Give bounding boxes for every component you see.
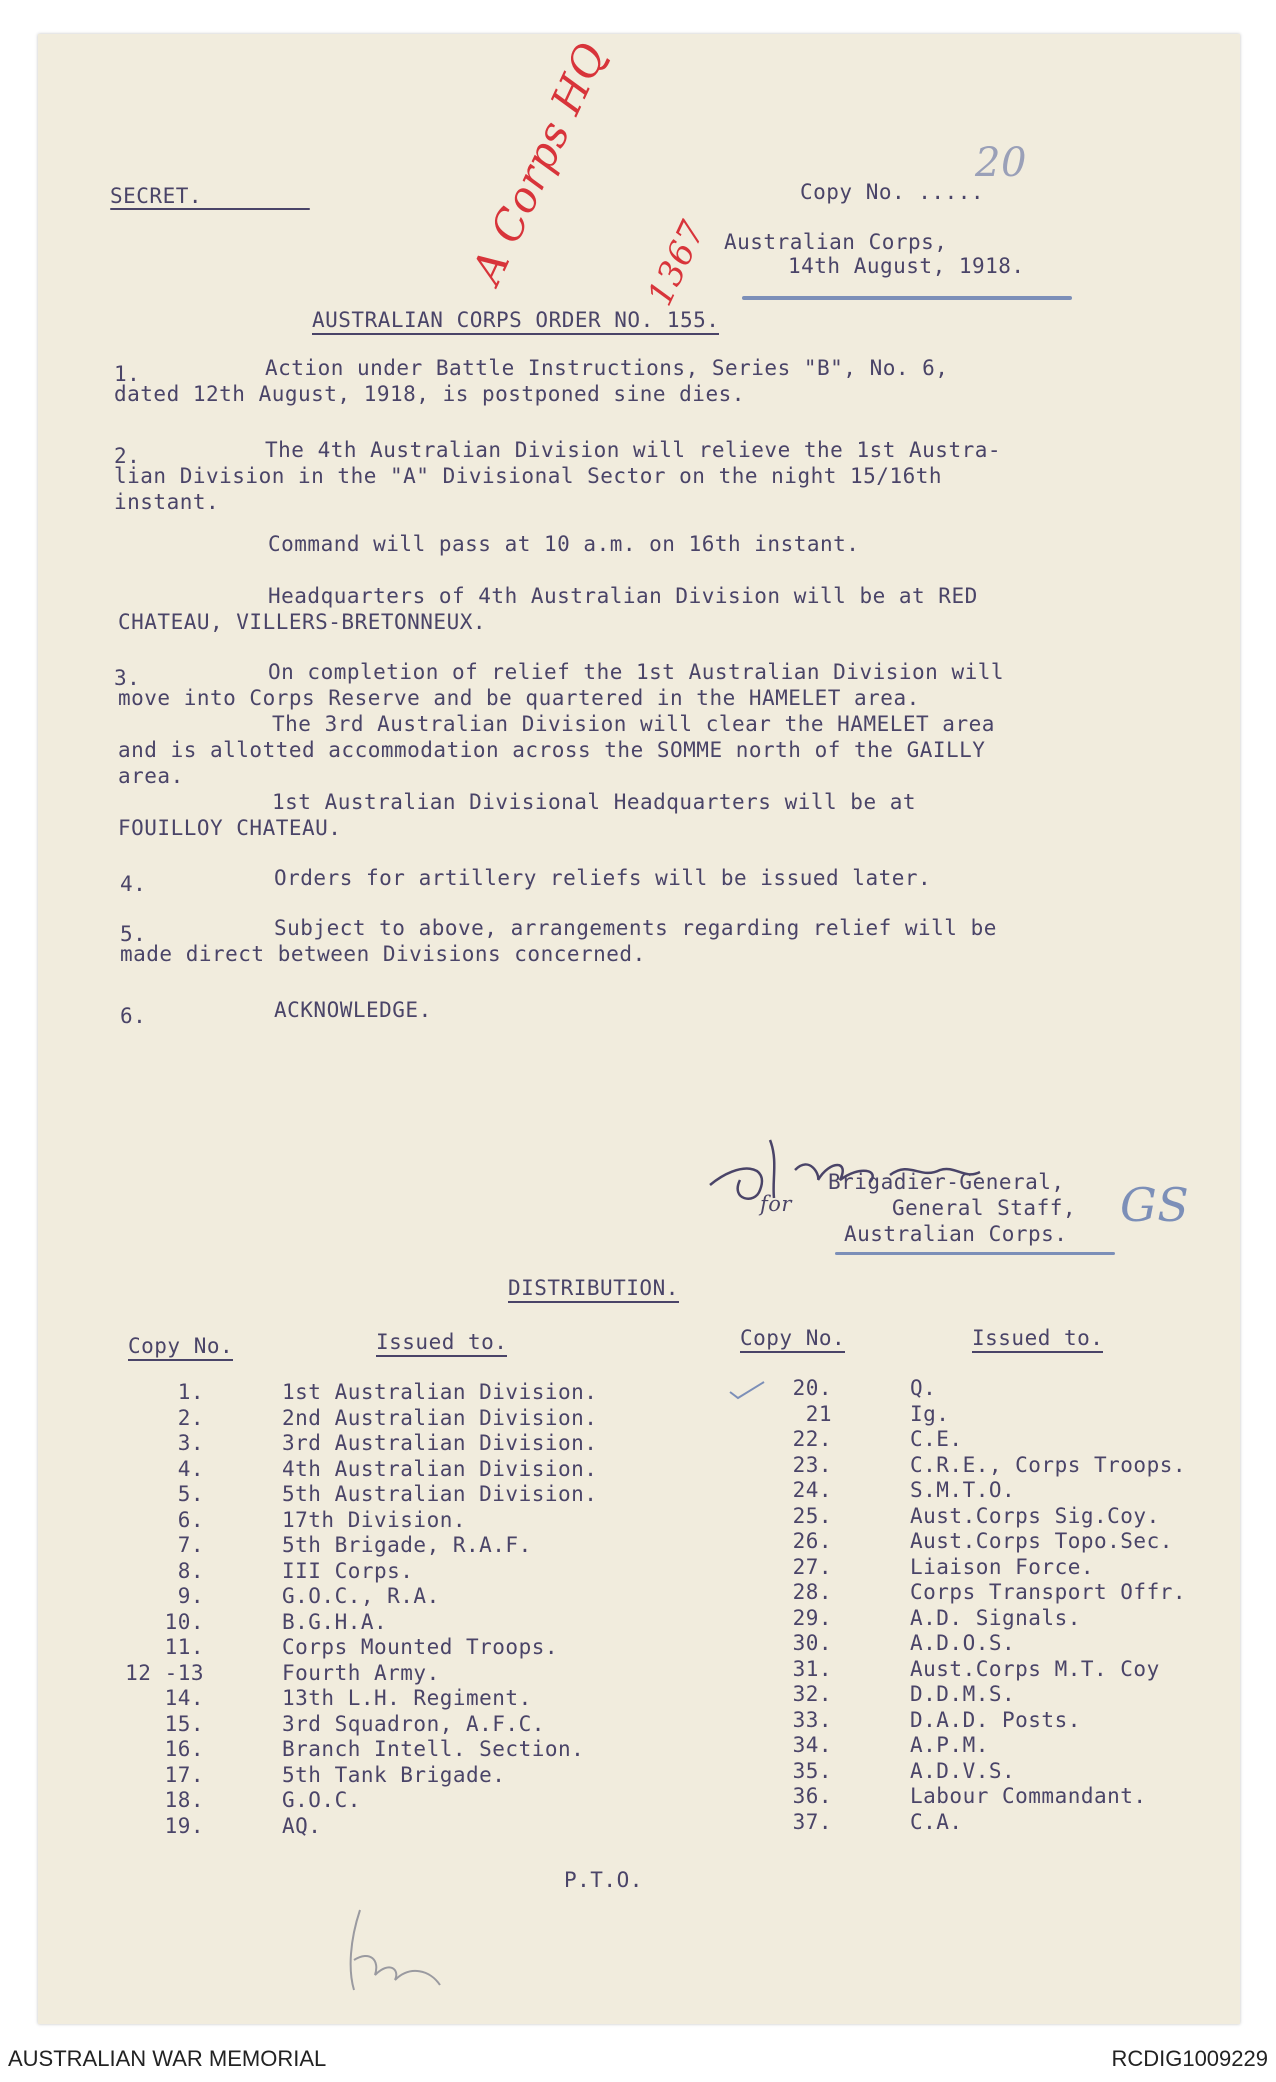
right-col-copy-header: Copy No. bbox=[740, 1326, 845, 1353]
signature-rank: Brigadier-General, bbox=[828, 1170, 1065, 1194]
distribution-copy-no: 10. bbox=[164, 1609, 204, 1634]
distribution-recipient: 5th Tank Brigade. bbox=[282, 1762, 506, 1787]
copy-label: Copy No. ..... bbox=[800, 180, 985, 204]
distribution-recipient: B.G.H.A. bbox=[282, 1609, 388, 1634]
paragraph-line: FOUILLOY CHATEAU. bbox=[118, 816, 342, 840]
paragraph-line: move into Corps Reserve and be quartered in the HAMELET area. bbox=[118, 686, 920, 710]
distribution-copy-no: 1. bbox=[177, 1380, 204, 1404]
distribution-recipient: 4th Australian Division. bbox=[282, 1456, 598, 1481]
origin: Australian Corps, bbox=[724, 230, 948, 254]
distribution-recipient: C.E. bbox=[910, 1427, 963, 1451]
signature-blue-underline bbox=[835, 1252, 1115, 1255]
distribution-copy-no: 31. bbox=[792, 1656, 832, 1681]
distribution-recipient: A.D.V.S. bbox=[910, 1758, 1016, 1783]
tick-mark bbox=[728, 1378, 768, 1402]
distribution-recipient: 3rd Australian Division. bbox=[282, 1431, 598, 1455]
distribution-copy-no: 9. bbox=[177, 1584, 204, 1608]
paragraph-line: instant. bbox=[114, 490, 220, 514]
distribution-recipient: Liaison Force. bbox=[910, 1554, 1095, 1579]
secret-underline bbox=[110, 208, 310, 210]
distribution-recipient: Labour Commandant. bbox=[910, 1784, 1147, 1808]
date: 14th August, 1918. bbox=[788, 254, 1025, 278]
distribution-copy-no: 11. bbox=[164, 1635, 204, 1659]
distribution-recipient: A.D.O.S. bbox=[910, 1631, 1016, 1655]
paragraph-line: Headquarters of 4th Australian Division will be at RED bbox=[268, 584, 978, 608]
distribution-recipient: Aust.Corps M.T. Coy bbox=[910, 1656, 1160, 1681]
distribution-copy-no: 22. bbox=[792, 1427, 832, 1451]
distribution-copy-no: 28. bbox=[792, 1580, 832, 1604]
paragraph-line: Command will pass at 10 a.m. on 16th instant. bbox=[268, 532, 860, 556]
distribution-recipient: Fourth Army. bbox=[282, 1660, 440, 1685]
paragraph-line: ACKNOWLEDGE. bbox=[274, 998, 432, 1022]
distribution-recipient: 13th L.H. Regiment. bbox=[282, 1686, 532, 1710]
distribution-copy-no: 29. bbox=[792, 1605, 832, 1630]
paragraph-line: made direct between Divisions concerned. bbox=[120, 942, 646, 966]
distribution-recipient: Corps Mounted Troops. bbox=[282, 1635, 559, 1659]
distribution-recipient: D.D.M.S. bbox=[910, 1682, 1016, 1706]
distribution-recipient: Branch Intell. Section. bbox=[282, 1737, 585, 1761]
distribution-copy-no: 26. bbox=[792, 1529, 832, 1553]
distribution-copy-no: 30. bbox=[792, 1631, 832, 1655]
pto-label: P.T.O. bbox=[564, 1868, 643, 1892]
distribution-copy-no: 27. bbox=[792, 1554, 832, 1579]
copy-number-handwritten: 20 bbox=[975, 140, 1027, 186]
left-col-copy-header: Copy No. bbox=[128, 1334, 233, 1361]
signature-for: for bbox=[760, 1192, 792, 1216]
left-col-issued-header: Issued to. bbox=[376, 1330, 507, 1357]
distribution-copy-no: 34. bbox=[792, 1733, 832, 1757]
distribution-copy-no: 25. bbox=[792, 1503, 832, 1528]
distribution-copy-no: 21 bbox=[805, 1401, 832, 1426]
paragraph-number: 2. bbox=[114, 444, 141, 468]
pencil-scrawl bbox=[340, 1900, 460, 2000]
distribution-copy-no: 6. bbox=[177, 1507, 204, 1532]
distribution-copy-no: 12 -13 bbox=[125, 1660, 204, 1685]
distribution-copy-no: 4. bbox=[177, 1456, 204, 1481]
distribution-recipient: 2nd Australian Division. bbox=[282, 1405, 598, 1430]
distribution-recipient: A.D. Signals. bbox=[910, 1605, 1081, 1630]
paragraph-line: area. bbox=[118, 764, 184, 788]
distribution-recipient: AQ. bbox=[282, 1813, 322, 1838]
distribution-recipient: Corps Transport Offr. bbox=[910, 1580, 1187, 1604]
margin-note: A Corps HQ bbox=[462, 35, 616, 291]
distribution-recipient: G.O.C. bbox=[282, 1788, 361, 1812]
distribution-copy-no: 16. bbox=[164, 1737, 204, 1761]
distribution-copy-no: 14. bbox=[164, 1686, 204, 1710]
distribution-copy-no: 24. bbox=[792, 1478, 832, 1502]
distribution-copy-no: 37. bbox=[792, 1809, 832, 1834]
footer-left: AUSTRALIAN WAR MEMORIAL bbox=[8, 2046, 327, 2071]
distribution-copy-no: 15. bbox=[164, 1711, 204, 1736]
distribution-recipient: 1st Australian Division. bbox=[282, 1380, 598, 1404]
paragraph-line: CHATEAU, VILLERS-BRETONNEUX. bbox=[118, 610, 487, 634]
paragraph-number: 1. bbox=[114, 362, 141, 386]
distribution-recipient: 5th Brigade, R.A.F. bbox=[282, 1533, 532, 1557]
distribution-copy-no: 23. bbox=[792, 1452, 832, 1477]
secret-label: SECRET. bbox=[110, 184, 203, 208]
paragraph-number: 3. bbox=[114, 666, 141, 690]
distribution-copy-no: 33. bbox=[792, 1707, 832, 1732]
paragraph-line: The 3rd Australian Division will clear the HAMELET area bbox=[272, 712, 995, 736]
distribution-copy-no: 8. bbox=[177, 1558, 204, 1583]
paragraph-line: The 4th Australian Division will relieve the 1st Austra- bbox=[265, 438, 1002, 462]
paragraph-number: 5. bbox=[120, 922, 147, 946]
paragraph-line: On completion of relief the 1st Australian Division will bbox=[268, 660, 1005, 684]
footer-right: RCDIG1009229 bbox=[1111, 2046, 1268, 2071]
distribution-title: DISTRIBUTION. bbox=[508, 1276, 679, 1303]
distribution-copy-no: 3. bbox=[177, 1431, 204, 1455]
distribution-copy-no: 17. bbox=[164, 1762, 204, 1787]
distribution-recipient: 17th Division. bbox=[282, 1507, 467, 1532]
distribution-copy-no: 36. bbox=[792, 1784, 832, 1808]
distribution-copy-no: 19. bbox=[164, 1813, 204, 1838]
signature-corps: Australian Corps. bbox=[844, 1222, 1068, 1246]
paragraph-line: Subject to above, arrangements regarding relief will be bbox=[274, 916, 997, 940]
signature-staff: General Staff, bbox=[892, 1196, 1077, 1220]
distribution-copy-no: 2. bbox=[177, 1405, 204, 1430]
paragraph-line: 1st Australian Divisional Headquarters will be at bbox=[272, 790, 917, 814]
distribution-copy-no: 7. bbox=[177, 1533, 204, 1557]
distribution-copy-no: 35. bbox=[792, 1758, 832, 1783]
distribution-recipient: Ig. bbox=[910, 1401, 950, 1426]
distribution-recipient: 5th Australian Division. bbox=[282, 1482, 598, 1506]
distribution-recipient: G.O.C., R.A. bbox=[282, 1584, 440, 1608]
paragraph-line: Action under Battle Instructions, Series "B", No. 6, bbox=[265, 356, 949, 380]
distribution-copy-no: 18. bbox=[164, 1788, 204, 1812]
distribution-recipient: 3rd Squadron, A.F.C. bbox=[282, 1711, 545, 1736]
paragraph-line: Orders for artillery reliefs will be issued later. bbox=[274, 866, 932, 890]
distribution-recipient: D.A.D. Posts. bbox=[910, 1707, 1081, 1732]
paragraph-line: dated 12th August, 1918, is postponed sine dies. bbox=[114, 382, 745, 406]
initials-handwritten: GS bbox=[1120, 1178, 1190, 1232]
distribution-recipient: III Corps. bbox=[282, 1558, 414, 1583]
right-col-issued-header: Issued to. bbox=[972, 1326, 1103, 1353]
paragraph-line: lian Division in the "A" Divisional Sector on the night 15/16th bbox=[114, 464, 943, 488]
distribution-copy-no: 5. bbox=[177, 1482, 204, 1506]
distribution-recipient: Q. bbox=[910, 1376, 937, 1400]
distribution-recipient: C.R.E., Corps Troops. bbox=[910, 1452, 1187, 1477]
date-blue-underline bbox=[742, 296, 1072, 300]
distribution-recipient: C.A. bbox=[910, 1809, 963, 1834]
paragraph-number: 6. bbox=[120, 1004, 147, 1028]
distribution-recipient: S.M.T.O. bbox=[910, 1478, 1016, 1502]
distribution-recipient: Aust.Corps Topo.Sec. bbox=[910, 1529, 1173, 1553]
paragraph-line: and is allotted accommodation across the SOMME north of the GAILLY bbox=[118, 738, 986, 762]
order-title: AUSTRALIAN CORPS ORDER NO. 155. bbox=[312, 308, 719, 335]
distribution-recipient: A.P.M. bbox=[910, 1733, 989, 1757]
margin-number: 1367 bbox=[640, 214, 714, 312]
distribution-recipient: Aust.Corps Sig.Coy. bbox=[910, 1503, 1160, 1528]
paragraph-number: 4. bbox=[120, 872, 147, 896]
distribution-copy-no: 32. bbox=[792, 1682, 832, 1706]
distribution-copy-no: 20. bbox=[792, 1376, 832, 1400]
